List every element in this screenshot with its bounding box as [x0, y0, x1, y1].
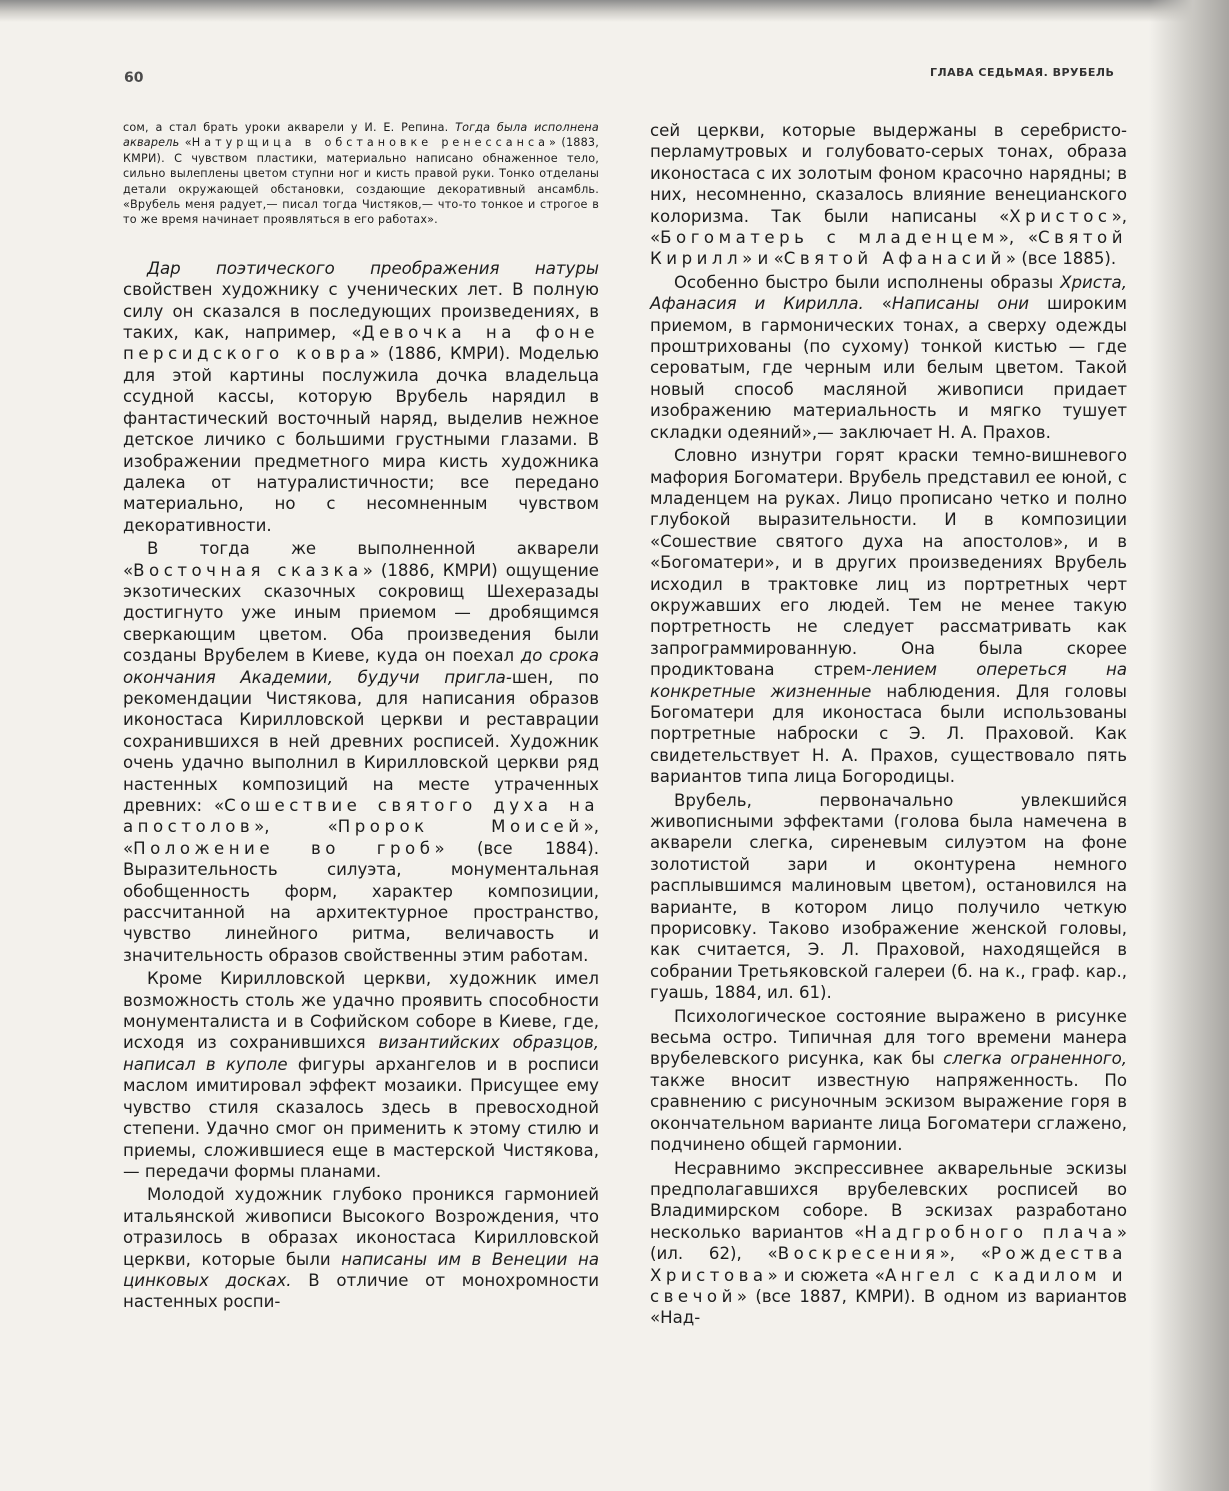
- page-spine-shadow: [1149, 0, 1229, 1491]
- illustration-caption: сом, а стал брать уроки акварели у И. Е. Репина. Тогда была исполнена акварель «Натурщица в обстановке ренессанса» (1883, КМРИ). С чувством пластики, материально написано обнаженное тело, сильно вылеплены цветом ступни ног и кисть правой руки. Тонко отделаны детали окружающей обстановки, создающие декоративный ансамбль. «Врубель меня радует,— писал тогда Чистяков,— что-то тонкое и строгое в то же время начинает проявляться в его работах».: [123, 121, 599, 227]
- paragraph: Дар поэтического преображения натуры свойствен художнику с ученических лет. В полную силу он сказался в последующих произведениях, в таких, как, например, «Девочка на фоне персидского ковра» (1886, КМРИ). Моделью для этой картины послужила дочка владельца ссудной кассы, которую Врубель нарядил в фантастический восточный наряд, выделив нежное детское личико с большими грустными глазами. В изображении предметного мира кисть художника далека от натуралистичности; все передано материально, но с несомненным чувством декоративности.: [123, 258, 599, 535]
- left-column: [123, 120, 599, 1315]
- page-number: 60: [124, 70, 144, 86]
- paragraph: Словно изнутри горят краски темно-вишневого мафория Богоматери. Врубель представил ее юной, с младенцем на руках. Лицо прописано четко и полно глубокой выразительности. И в композиции «Сошествие святого духа на апостолов», и в «Богоматери», и в других произведениях Врубель исходил в трактовке лиц из портретных черт окружавших его людей. Тем не менее такую портретность не следует рассматривать как запрограммированную. Она была скорее продиктована стрем-лением опереться на конкретные жизненные наблюдения. Для головы Богоматери для иконостаса были использованы портретные наброски с Э. Л. Праховой. Как свидетельствует Н. А. Прахов, существовало пять вариантов типа лица Богородицы.: [650, 446, 1127, 787]
- page-top-edge-shadow: [0, 0, 1229, 22]
- paragraph: Несравнимо экспрессивнее акварельные эскизы предполагавшихся врубелевских росписей во Владимирском соборе. В эскизах разработано несколько вариантов «Надгробного плача» (ил. 62), «Воскресения», «Рождества Христова» и сюжета «Ангел с кадилом и свечой» (все 1887, КМРИ). В одном из вариантов «Над-: [650, 1158, 1127, 1328]
- running-head: ГЛАВА СЕДЬМАЯ. ВРУБЕЛЬ: [930, 66, 1115, 79]
- paragraph: Молодой художник глубоко проникся гармонией итальянской живописи Высокого Возрождения, что отразилось в образах иконостаса Кирилловской церкви, которые были написаны им в Венеции на цинковых досках. В отличие от монохромности настенных роспи-: [123, 1185, 599, 1312]
- right-column: [650, 120, 1127, 1331]
- paragraph: Врубель, первоначально увлекшийся живописными эффектами (голова была намечена в акварели слегка, сиреневым силуэтом на фоне золотистой зари и оконтурена немного расплывшимся малиновым цветом), остановился на варианте, в котором лицо получило четкую прорисовку. Таково изображение женской головы, как считается, Э. Л. Праховой, находящейся в собрании Третьяковской галереи (б. на к., граф. кар., гуашь, 1884, ил. 61).: [650, 790, 1127, 1003]
- paragraph: В тогда же выполненной акварели «Восточная сказка» (1886, КМРИ) ощущение экзотических сказочных сокровищ Шехеразады достигнуто уже иным приемом — дробящимся сверкающим цветом. Оба произведения были созданы Врубелем в Киеве, куда он поехал до срока окончания Академии, будучи пригла-шен, по рекомендации Чистякова, для написания образов иконостаса Кирилловской церкви и реставрации сохранившихся в ней древних росписей. Художник очень удачно выполнил в Кирилловской церкви ряд настенных композиций на месте утраченных древних: «Сошествие святого духа на апостолов», «Пророк Моисей», «Положение во гроб» (все 1884). Выразительность силуэта, монументальная обобщенность форм, характер композиции, рассчитанной на архитектурное пространство, чувство линейного ритма, величавость и значительность образов свойственны этим работам.: [123, 539, 600, 965]
- paragraph: сей церкви, которые выдержаны в серебристо-перламутровых и голубовато-серых тонах, образа иконостаса с их золотым фоном красочно нарядны; в них, несомненно, сказалось влияние венецианского колоризма. Так были написаны «Христос», «Богоматерь с младенцем», «Святой Кирилл» и «Святой Афанасий» (все 1885).: [650, 121, 1127, 269]
- paragraph: Кроме Кирилловской церкви, художник имел возможность столь же удачно проявить способности монументалиста и в Софийском соборе в Киеве, где, исходя из сохранившихся византийских образцов, написал в куполе фигуры архангелов и в росписи маслом имитировал эффект мозаики. Присущее ему чувство стиля сказалось здесь в превосходной степени. Удачно смог он применить к этому стилю и приемы, сложившиеся еще в мастерской Чистякова,— передачи формы планами.: [123, 969, 600, 1181]
- paragraph: Психологическое состояние выражено в рисунке весьма остро. Типичная для того времени манера врубелевского рисунка, как бы слегка ограненного, также вносит известную напряженность. По сравнению с рисуночным эскизом выражение горя в окончательном варианте лица Богоматери сглажено, подчинено общей гармонии.: [650, 1006, 1128, 1155]
- paragraph: Особенно быстро были исполнены образы Христа, Афанасия и Кирилла. «Написаны они широким приемом, в гармонических тонах, а сверху одежды проштрихованы (по сухому) тонкой кистью — где сероватым, где черным или белым цветом. Такой новый способ масляной живописи придает изображению материальность и мягко тушует складки одеяний»,— заключает Н. А. Прахов.: [650, 272, 1127, 442]
